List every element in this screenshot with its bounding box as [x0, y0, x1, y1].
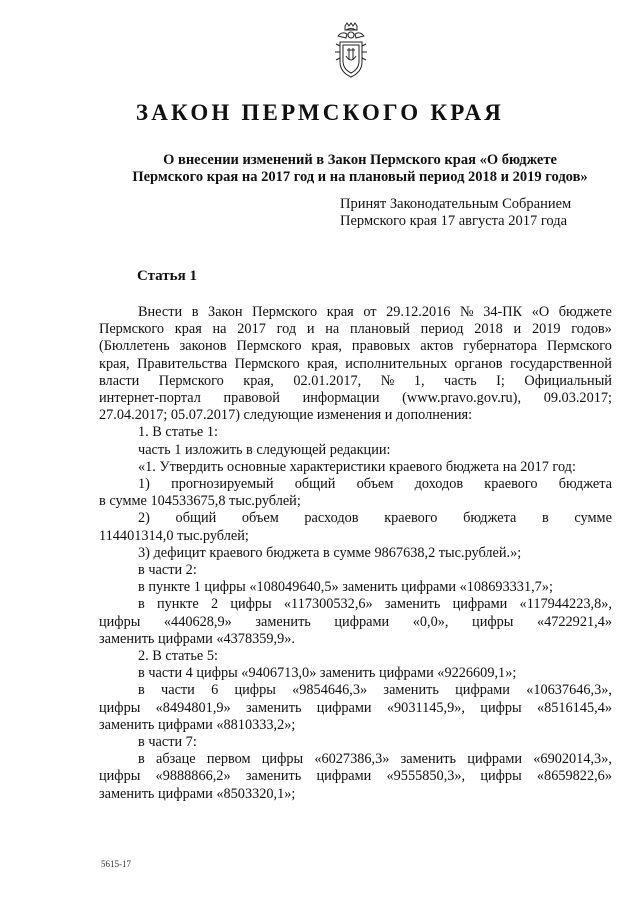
article-word: заменить	[255, 613, 311, 630]
article-line: заменить цифрами «4378359,9».	[99, 630, 295, 647]
coat-of-arms-emblem-icon	[331, 22, 371, 80]
article-word: краевого	[484, 476, 538, 493]
document-code: 5615-17	[101, 859, 131, 869]
article-word: пункте	[156, 596, 199, 613]
article-word: (Бюллетень	[99, 338, 170, 355]
article-word: часть	[444, 372, 477, 389]
article-line: часть 1 изложить в следующей редакции:	[138, 441, 391, 458]
article-word: «9031145,9»,	[386, 699, 465, 716]
article-word: на	[325, 321, 340, 338]
adoption-note	[340, 196, 571, 230]
article-word: и	[306, 321, 315, 338]
article-word: период	[420, 321, 464, 338]
article-word: актов	[420, 338, 454, 355]
article-word: Закон	[208, 304, 243, 320]
article-line	[99, 768, 612, 785]
article-word: «6902014,3»,	[533, 751, 612, 768]
article-line: в пункте 1 цифры «108049640,5» заменить цифрами «108693331,7»;	[138, 579, 553, 596]
article-word: края	[174, 321, 202, 338]
article-word: от	[363, 304, 377, 320]
article-line: 2. В статье 5:	[138, 648, 218, 665]
subtitle-line: Пермского края на 2017 год и на плановый период 2018 и 2019 годов»	[132, 169, 588, 185]
article-word: цифрами	[452, 596, 508, 613]
article-word: расходов	[304, 510, 359, 527]
article-word: органов	[454, 355, 503, 372]
article-word: края	[326, 304, 354, 320]
article-heading: Статья 1	[137, 268, 197, 284]
article-word: первом	[206, 751, 251, 768]
article-word: 6	[211, 682, 219, 699]
article-word: цифрами	[467, 751, 523, 768]
article-word: «6027386,3»	[314, 751, 390, 768]
article-word: в	[542, 510, 549, 527]
article-word: прогнозируемый	[171, 476, 274, 493]
article-word: государственной	[510, 355, 612, 372]
article-line	[99, 476, 612, 493]
article-word: 34-ПК	[483, 304, 523, 320]
law-title: ЗАКОН ПЕРМСКОГО КРАЯ	[135, 100, 505, 125]
article-word: «9854646,3»	[292, 682, 368, 699]
article-word: «117944223,8»,	[519, 596, 612, 613]
article-line: 3) дефицит краевого бюджета в сумме 9867638,2 тыс.рублей.»;	[138, 544, 522, 561]
article-word: части	[161, 682, 195, 699]
article-word: год	[276, 321, 297, 338]
article-word: объем	[241, 510, 279, 527]
article-word: цифры	[480, 699, 522, 716]
article-line: в части 2:	[138, 562, 197, 579]
article-word: 02.01.2017,	[293, 372, 362, 389]
adoption-line: Принят Законодательным Собранием	[340, 196, 572, 212]
article-line: 114401314,0 тыс.рублей;	[99, 527, 249, 544]
article-line: в части 7:	[138, 734, 197, 751]
article-word: №	[380, 372, 395, 389]
article-line	[99, 700, 612, 717]
article-word: 1,	[413, 372, 425, 389]
article-word: информации	[302, 390, 380, 407]
article-word: заменить	[245, 768, 302, 785]
article-line	[99, 682, 612, 699]
article-line: заменить цифрами «8810333,2»;	[99, 716, 296, 733]
article-word: исполнительных	[345, 355, 447, 372]
article-word: на	[212, 321, 227, 338]
article-line: 27.04.2017; 05.07.2017) следующие изменения и дополнения:	[99, 407, 473, 424]
article-word: цифры	[261, 751, 304, 768]
article-word: «О	[531, 304, 550, 320]
article-word: общий	[175, 510, 217, 527]
article-word: №	[460, 304, 474, 320]
article-word: (www.pravo.gov.ru),	[402, 390, 522, 407]
article-word: края,	[243, 372, 274, 389]
article-word: объем	[356, 476, 394, 493]
article-word: доходов	[414, 476, 464, 493]
article-word: цифрами	[316, 768, 372, 785]
article-word: края,	[311, 338, 342, 355]
article-word: Пермского	[158, 372, 224, 389]
article-line	[99, 373, 612, 390]
article-word: в	[191, 304, 199, 320]
article-word: 2018	[474, 321, 503, 338]
article-word: «10637646,3»,	[526, 682, 612, 699]
adoption-line: Пермского края 17 августа 2017 года	[340, 213, 568, 229]
article-line: «1. Утвердить основные характеристики краевого бюджета на 2017 год:	[138, 458, 576, 475]
article-word: «9888866,2»	[155, 768, 231, 785]
article-word: законов	[179, 338, 227, 355]
article-word: в	[138, 596, 145, 613]
article-word: бюджете	[558, 304, 612, 320]
article-line	[99, 390, 612, 407]
article-body	[99, 304, 612, 803]
article-word: 2	[210, 596, 219, 613]
article-word: цифры	[99, 768, 141, 785]
article-word: сумме	[574, 510, 612, 527]
article-line	[99, 338, 612, 355]
law-subtitle	[110, 152, 610, 186]
article-line: заменить цифрами «8503320,1»;	[99, 785, 296, 802]
article-line	[99, 596, 612, 613]
article-word: губернатора	[463, 338, 538, 355]
article-word: 29.12.2016	[386, 304, 451, 320]
article-word: бюджета	[558, 476, 612, 493]
article-word: цифрами	[334, 613, 390, 630]
article-word: края,	[307, 355, 338, 372]
article-word: цифрами	[316, 699, 372, 716]
article-word: Внести	[138, 304, 183, 320]
article-word: 2017	[237, 321, 266, 338]
article-line: в части 4 цифры «9406713,0» заменить цифрами «9226609,1»;	[138, 665, 517, 682]
article-word: «440628,9»	[163, 613, 232, 630]
article-word: Пермского	[234, 355, 300, 372]
article-word: правовых	[351, 338, 411, 355]
article-word: Пермского	[546, 338, 612, 355]
article-word: Пермского	[99, 321, 165, 338]
article-word: в	[138, 682, 145, 699]
article-word: Правительства	[137, 355, 228, 372]
article-word: 09.03.2017;	[543, 390, 612, 407]
article-word: краевого	[384, 510, 438, 527]
article-word: Официальный	[524, 372, 612, 389]
article-word: в	[138, 751, 145, 768]
article-word: цифры	[480, 768, 522, 785]
article-word: интернет-портал	[99, 390, 201, 407]
article-word: «8516145,4»	[536, 699, 612, 716]
article-word: цифрами	[455, 682, 510, 699]
article-word: «4722921,4»	[536, 613, 612, 630]
article-word: 1)	[138, 476, 150, 493]
article-line	[99, 356, 612, 373]
article-word: заменить	[246, 699, 302, 716]
article-word: заменить	[383, 682, 439, 699]
article-line: в сумме 104533675,8 тыс.рублей;	[99, 493, 301, 510]
article-word: 2019	[531, 321, 561, 338]
article-word: края,	[99, 355, 130, 372]
article-word: Пермского	[252, 304, 318, 320]
article-line	[99, 304, 612, 321]
article-word: цифры	[99, 613, 141, 630]
article-word: цифры	[99, 699, 141, 716]
article-line	[99, 321, 612, 338]
article-word: власти	[99, 372, 140, 389]
article-word: «9555850,3»,	[386, 768, 466, 785]
article-word: «117300532,6»	[283, 596, 373, 613]
article-word: и	[513, 321, 522, 338]
article-word: 2)	[138, 510, 150, 527]
article-line	[99, 751, 612, 768]
article-word: цифры	[472, 613, 514, 630]
article-word: Пермского	[236, 338, 302, 355]
article-word: годов»	[571, 321, 612, 338]
article-line	[99, 614, 612, 631]
article-word: общий	[294, 476, 336, 493]
article-word: правовой	[223, 390, 280, 407]
article-word: «8659822,6»	[536, 768, 612, 785]
subtitle-line: О внесении изменений в Закон Пермского края «О бюджете	[163, 152, 557, 168]
article-word: I;	[496, 372, 505, 389]
article-word: плановый	[349, 321, 410, 338]
article-line	[99, 510, 612, 527]
article-word: «8494801,9»	[155, 699, 231, 716]
article-word: цифры	[230, 596, 272, 613]
article-line: 1. В статье 1:	[138, 424, 218, 441]
article-word: заменить	[400, 751, 457, 768]
article-word: бюджета	[463, 510, 517, 527]
article-word: цифры	[234, 682, 276, 699]
article-word: заменить	[384, 596, 441, 613]
article-word: «0,0»,	[412, 613, 449, 630]
article-word: абзаце	[155, 751, 196, 768]
